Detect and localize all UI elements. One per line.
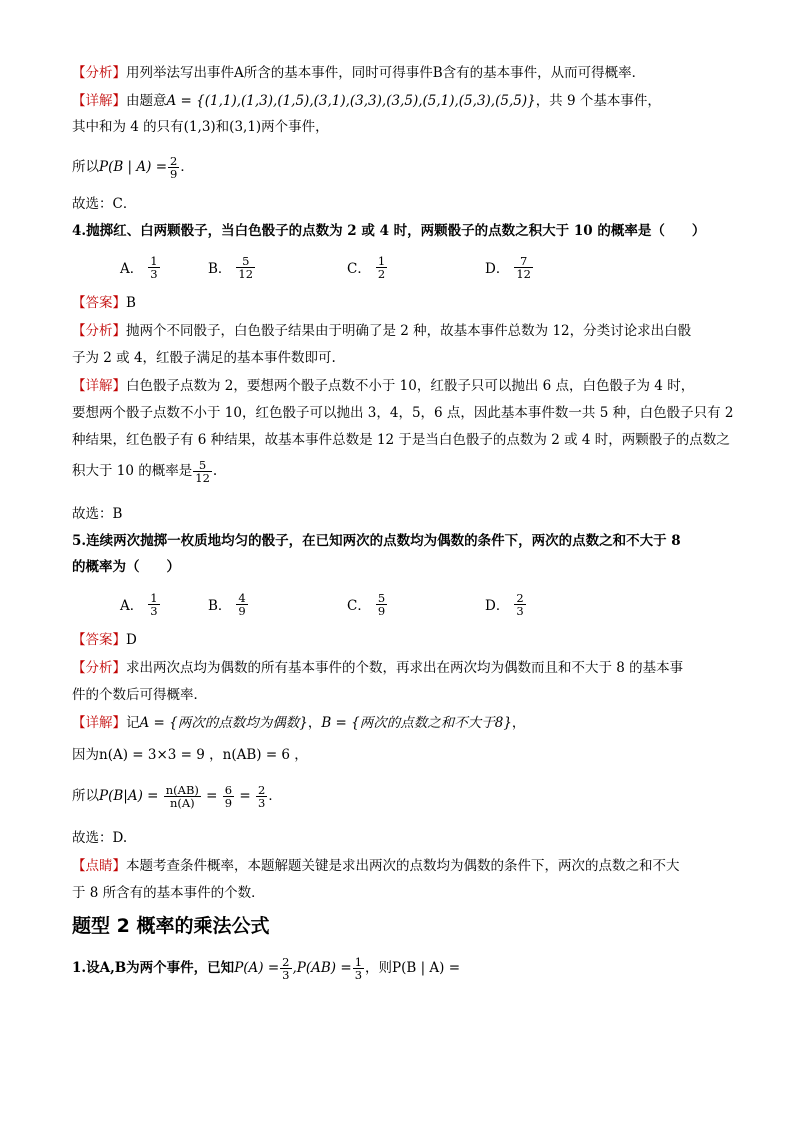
fraction-denominator: 9 <box>170 167 178 181</box>
fraction-numerator: n(AB) <box>165 783 199 797</box>
q5-options <box>120 587 720 621</box>
expression-pa: P(A) = <box>234 960 280 976</box>
option-a[interactable] <box>120 250 161 284</box>
stem-text: 1.设A,B为两个事件，已知 <box>72 960 235 976</box>
fraction-numerator: 2 <box>258 783 266 797</box>
option-fraction <box>148 255 159 280</box>
fraction <box>193 459 212 484</box>
comment-tag: 【点睛】 <box>72 858 126 874</box>
numerator: 4 <box>238 590 246 605</box>
stem-post: ，则P(B | A) = <box>365 960 461 976</box>
q5-answer <box>72 631 137 649</box>
fraction-counts <box>164 784 201 809</box>
answer-value: D <box>126 632 137 648</box>
q5-conclusion: 所以P(B|A) = $\frac{n(AB)}{n(A)}$ = $\frac{6}{9}$ = $\frac{2}{3}$ ． <box>72 783 282 810</box>
so-text: 所以 <box>72 788 99 804</box>
fraction-denominator: 3 <box>354 968 363 982</box>
option-label: A． <box>120 598 144 614</box>
q5-comment-line-2: 于 8 所含有的基本事件的个数． <box>72 885 265 901</box>
q4-detail-line-4 <box>72 454 217 488</box>
set-expression: A = {(1,1),(1,3),(1,5),(3,1),(3,3),(3,5),(5,1),(5,3),(5,5)} <box>166 93 536 109</box>
option-c[interactable] <box>347 587 388 621</box>
event-b-definition: B = {两次的点数之和不大于8} <box>321 715 512 731</box>
fraction-numerator: 1 <box>354 955 363 969</box>
denominator: 3 <box>516 603 524 618</box>
q4-detail-line-1 <box>72 377 694 395</box>
option-fraction <box>514 255 533 280</box>
denominator: 2 <box>377 266 386 281</box>
fraction-denominator: 3 <box>282 968 290 982</box>
fraction-pab <box>353 956 364 981</box>
q4-detail-line-2: 要想两个骰子点数不小于 10，红色骰子可以抛出 3，4，5，6 点，因此基本事件数一共 5 种，白色骰子只有 2 <box>72 405 734 421</box>
q6-stem <box>72 950 460 986</box>
q3-detail-line <box>72 92 661 110</box>
detail-text: 由题意 <box>126 93 167 109</box>
fraction-numerator: 2 <box>170 154 178 168</box>
numerator: 5 <box>377 590 386 605</box>
detail-text-post: ，共 9 个基本事件， <box>535 93 661 109</box>
option-fraction <box>376 592 387 617</box>
option-d[interactable] <box>485 250 534 284</box>
fraction-numerator: 2 <box>282 955 290 969</box>
option-fraction <box>514 592 525 617</box>
numerator: 2 <box>516 590 524 605</box>
answer-tag: 【答案】 <box>72 632 126 648</box>
option-label: A． <box>120 261 144 277</box>
fraction-denominator: 12 <box>195 471 210 485</box>
q4-analysis-line-1 <box>72 322 691 340</box>
denominator: 3 <box>150 266 158 281</box>
option-d[interactable] <box>485 587 527 621</box>
denominator: 9 <box>238 603 246 618</box>
q5-detail-line: 【详解】记A = {两次的点数均为偶数}，B = {两次的点数之和不大于8}， <box>72 715 526 731</box>
detail-tag: 【详解】 <box>72 715 126 731</box>
analysis-text: 求出两次点均为偶数的所有基本事件的个数，再求出在两次均为偶数而且和不大于 8 的基本事 <box>126 660 684 676</box>
fraction-values <box>223 784 234 809</box>
option-c[interactable] <box>347 250 388 284</box>
section-heading: 题型 2 概率的乘法公式 <box>72 915 270 937</box>
denominator: 3 <box>150 603 158 618</box>
so-post: ． <box>268 788 282 804</box>
option-a[interactable] <box>120 587 161 621</box>
event-a-definition: A = {两次的点数均为偶数} <box>139 715 308 731</box>
fraction-result <box>256 784 267 809</box>
denominator: 12 <box>516 266 531 281</box>
detail-tag: 【详解】 <box>72 93 126 109</box>
q5-analysis-line-2: 件的个数后可得概率． <box>72 687 207 703</box>
q4-answer <box>72 294 136 312</box>
option-fraction <box>236 592 247 617</box>
q4-analysis-line-2: 子为 2 或 4，红骰子满足的基本事件数即可. <box>72 350 336 366</box>
option-b[interactable] <box>208 250 256 284</box>
expression-pab: ,P(AB) = <box>292 960 352 976</box>
q5-stem-line-1: 5.连续两次抛掷一枚质地均匀的骰子，在已知两次的点数均为偶数的条件下，两次的点数之和不大于 8 <box>72 533 681 549</box>
q5-choice: 故选：D. <box>72 830 128 846</box>
option-label: D． <box>485 261 510 277</box>
probability-expression: P(B|A) = <box>99 788 159 804</box>
fraction-pa <box>280 956 291 981</box>
detail-text: 积大于 10 的概率是 <box>72 463 193 479</box>
q5-because: 因为n(A) = 3×3 = 9 ，n(AB) = 6 ， <box>72 747 308 763</box>
q3-analysis-line <box>72 64 645 82</box>
analysis-tag: 【分析】 <box>72 660 126 676</box>
numerator: 1 <box>150 253 158 268</box>
detail-tag: 【详解】 <box>72 378 126 394</box>
fraction-numerator: 6 <box>224 783 233 797</box>
analysis-tag: 【分析】 <box>72 323 126 339</box>
option-label: C． <box>347 261 371 277</box>
q4-options <box>120 250 720 284</box>
q4-stem: 4.抛掷红、白两颗骰子，当白色骰子的点数为 2 或 4 时，两颗骰子的点数之积大于 10 的概率是（ ） <box>72 223 706 239</box>
denominator: 9 <box>377 603 386 618</box>
option-fraction <box>376 255 387 280</box>
fraction-denominator: 3 <box>258 796 266 810</box>
so-text: 所以 <box>72 159 99 175</box>
q5-stem-line-2: 的概率为（ ） <box>72 559 180 575</box>
analysis-text: 用列举法写出事件A所含的基本事件，同时可得事件B含有的基本事件，从而可得概率． <box>126 65 646 81</box>
option-label: C． <box>347 598 371 614</box>
option-label: B． <box>208 261 232 277</box>
answer-tag: 【答案】 <box>72 295 126 311</box>
so-post: ． <box>180 159 194 175</box>
q3-detail-line-2: 其中和为 4 的只有(1,3)和(3,1)两个事件， <box>72 119 329 135</box>
fraction <box>168 155 179 180</box>
q4-choice: 故选：B <box>72 506 123 522</box>
option-label: B． <box>208 598 232 614</box>
detail-text: 记 <box>126 715 140 731</box>
option-label: D． <box>485 598 510 614</box>
detail-text: 白色骰子点数为 2，要想两个骰子点数不小于 10，红骰子只可以抛出 6 点，白色骰子为 4 时， <box>126 378 695 394</box>
numerator: 1 <box>377 253 386 268</box>
q3-conclusion <box>72 150 194 184</box>
answer-value: B <box>126 295 136 311</box>
fraction-denominator: n(A) <box>169 796 195 810</box>
option-b[interactable] <box>208 587 249 621</box>
fraction-numerator: 5 <box>193 459 212 472</box>
denominator: 12 <box>238 266 254 281</box>
analysis-text: 抛两个不同骰子，白色骰子结果由于明确了是 2 种，故基本事件总数为 12，分类讨论求出白骰 <box>126 323 692 339</box>
numerator: 7 <box>514 255 533 268</box>
q3-choice: 故选：C． <box>72 196 137 212</box>
analysis-tag: 【分析】 <box>72 65 126 81</box>
option-fraction <box>148 592 159 617</box>
q5-comment-line-1 <box>72 857 680 875</box>
probability-expression: P(B | A) = <box>99 159 168 175</box>
fraction-denominator: 9 <box>224 796 233 810</box>
detail-post: ， <box>511 715 526 731</box>
q4-detail-line-3: 种结果，红色骰子有 6 种结果，故基本事件总数是 12 于是当白色骰子的点数为 2 或 4 时，两颗骰子的点数之 <box>72 432 730 448</box>
detail-post: . <box>212 463 218 479</box>
numerator: 5 <box>236 255 255 268</box>
numerator: 1 <box>150 590 158 605</box>
q5-analysis-line-1 <box>72 659 683 677</box>
comment-text: 本题考查条件概率，本题解题关键是求出两次的点数均为偶数的条件下，两次的点数之和不大 <box>126 858 680 874</box>
option-fraction <box>236 255 255 280</box>
